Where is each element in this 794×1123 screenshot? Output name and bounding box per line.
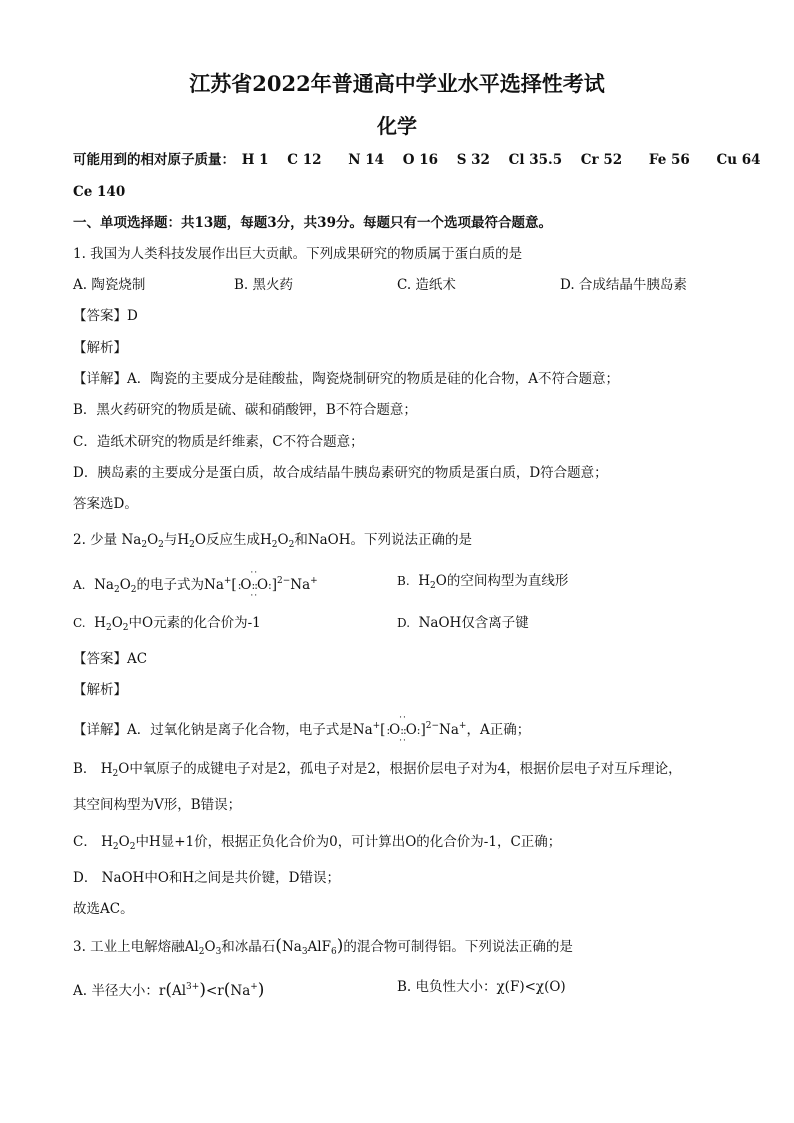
q1-option-b: B. 黑火药 (234, 277, 294, 293)
formula-h2o: $H_2O$ (177, 532, 206, 550)
q1-detail: C．造纸术研究的物质是纤维素，C不符合题意； (73, 434, 364, 450)
q2-detail-b2: 其空间构型为V形，B错误； (73, 797, 242, 813)
q2-option-c: C. $H_2O_2$中O元素的化合价为-1 (73, 615, 261, 633)
q2-option-d: D. NaOH仅含离子键 (397, 615, 529, 631)
q1-analysis: 【解析】 (73, 340, 127, 356)
exam-title: 江苏省2022年普通高中学业水平选择性考试 (189, 71, 605, 96)
q2-detail-b: B． $H_2O$中氧原子的成键电子对是2，孤电子对是2，根据价层电子对为4，根据价层电子对互斥理论， (73, 761, 682, 779)
formula-naoh: NaOH (307, 532, 351, 548)
q2-option-a: A. $Na_2O_2$的电子式为Na+[ ·· :O::O: ·· ]$^{2-}$Na+ (73, 568, 318, 601)
subject-title: 化学 (377, 114, 417, 138)
q2-analysis: 【解析】 (73, 682, 127, 698)
formula-h2o2: $H_2O_2$ (259, 532, 295, 550)
mass-item: Fe 56 (648, 152, 690, 168)
q1-detail: D．胰岛素的主要成分是蛋白质，故合成结晶牛胰岛素研究的物质是蛋白质，D符合题意； (73, 465, 608, 481)
q1-option-d: D. 合成结晶牛胰岛素 (560, 277, 687, 293)
q3-option-a: A. 半径大小：$r(Al^{3+})<r(Na^+)$ (73, 980, 265, 1000)
mass-item: Cu 64 (716, 152, 761, 168)
atomic-masses (73, 150, 761, 170)
q2-answer: 【答案】AC (73, 651, 148, 667)
q2-option-b: B. $H_2O$的空间构型为直线形 (397, 573, 569, 591)
mass-item: N 14 (348, 152, 385, 168)
mass-extra: Ce 140 (73, 184, 126, 200)
section-heading: 一、单项选择题：共13题，每题3分，共39分。每题只有一个选项最符合题意。 (73, 215, 552, 231)
q2-detail-a: 【详解】A．过氧化钠是离子化合物，电子式是Na+[ ·· :O::O: ·· ]$^{2-}$Na+，A正确； (73, 713, 531, 746)
q1-detail: B．黑火药研究的物质是硫、碳和硝酸钾，B不符合题意； (73, 402, 417, 418)
mass-item: Cr 52 (580, 152, 623, 168)
q1-stem: 1. 我国为人类科技发展作出巨大贡献。下列成果研究的物质属于蛋白质的是 (73, 246, 523, 262)
mass-item: H 1 (241, 152, 269, 168)
formula-na2o2: $Na_2O_2$ (121, 532, 164, 550)
q2-stem: 2. 少量 $Na_2O_2$与$H_2O$反应生成$H_2O_2$和NaOH。下列说法正确的是 (73, 532, 473, 550)
q2-detail-c: C． $H_2O_2$中H显+1价，根据正负化合价为0，可计算出O的化合价为-1，C正确； (73, 834, 562, 852)
formula-al2o3: $Al_2O_3$ (184, 939, 222, 957)
q3-stem: 3. 工业上电解熔融$Al_2O_3$和冰晶石$(Na_3AlF_6)$的混合物可制得铝。下列说法正确的是 (73, 936, 573, 957)
lewis-structure: Na+[ ·· :O::O: ·· ]$^{2-}$Na+ (204, 568, 318, 601)
mass-item: O 16 (402, 152, 438, 168)
q2-conclusion: 故选AC。 (73, 901, 134, 917)
q1-answer: 【答案】D (73, 308, 138, 324)
q1-conclusion: 答案选D。 (73, 496, 138, 512)
q1-detail: 【详解】A．陶瓷的主要成分是硅酸盐，陶瓷烧制研究的物质是硅的化合物，A不符合题意； (73, 371, 619, 387)
formula-na3alf6: $Na_3AlF_6$ (281, 939, 337, 957)
mass-item: Cl 35.5 (508, 152, 563, 168)
masses-label: 可能用到的相对原子质量： (73, 152, 235, 168)
q1-option-a: A. 陶瓷烧制 (73, 277, 146, 293)
q2-detail-d: D． NaOH中O和H之间是共价键，D错误； (73, 870, 340, 886)
q3-option-b: B. 电负性大小：χ(F)<χ(O) (397, 979, 566, 995)
mass-item: C 12 (287, 152, 322, 168)
q1-option-c: C. 造纸术 (397, 277, 456, 293)
mass-item: S 32 (456, 152, 490, 168)
